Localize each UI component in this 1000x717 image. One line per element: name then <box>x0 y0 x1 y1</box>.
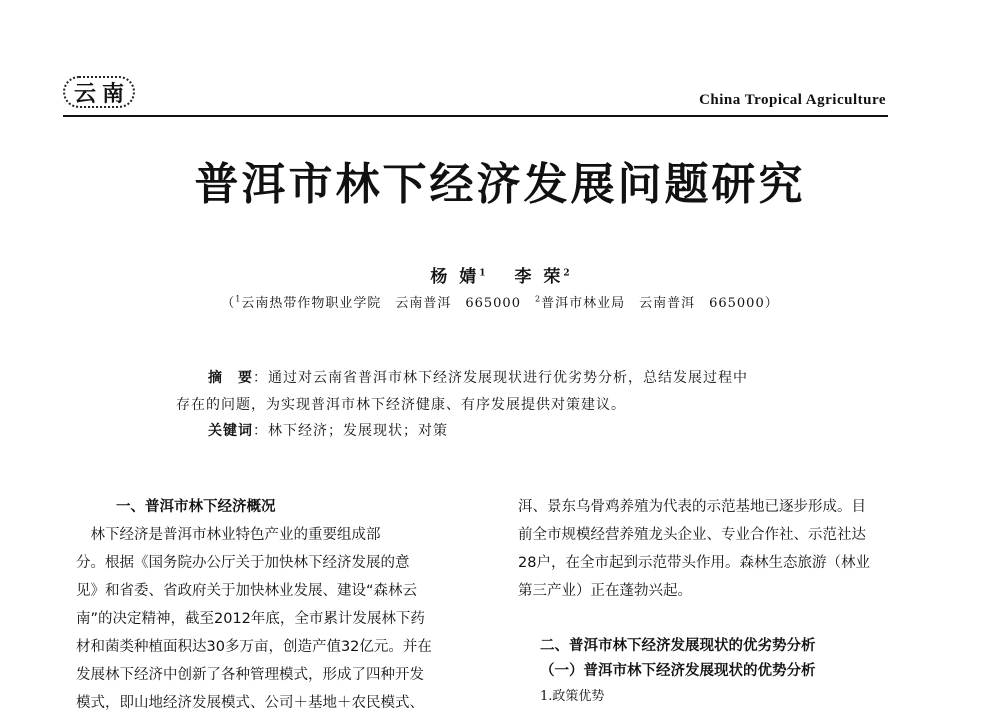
left-column <box>76 493 493 717</box>
abstract-text: ：通过对云南省普洱市林下经济发展现状进行优劣势分析，总结发展过程中 <box>253 370 748 386</box>
body-line: 28户，在全市起到示范带头作用。森林生态旅游（林业 <box>518 555 870 571</box>
keywords-line <box>208 420 448 440</box>
affiliation-1: 云南热带作物职业学院 云南普洱 665000 <box>241 296 521 311</box>
affiliation-mark: 2 <box>535 294 542 304</box>
body-line: 前全市规模经营养殖龙头企业、专业合作社、示范社达 <box>518 527 866 543</box>
affiliation-mark: 1 <box>235 294 242 304</box>
body-line: 林下经济是普洱市林业特色产业的重要组成部 <box>76 527 381 543</box>
affiliation-paren: （ <box>221 296 236 311</box>
section-heading: 二、普洱市林下经济发展现状的优劣势分析 <box>540 638 816 654</box>
author-mark: 1 <box>479 268 486 279</box>
body-line: 南”的决定精神，截至2012年底，全市累计发展林下药 <box>76 611 425 627</box>
body-line: 发展林下经济中创新了各种管理模式，形成了四种开发 <box>76 667 424 683</box>
body-line: 第三产业）正在蓬勃兴起。 <box>518 583 692 599</box>
keywords-text: ：林下经济；发展现状；对策 <box>253 423 448 439</box>
affiliation-line <box>0 292 1000 311</box>
author-mark: 2 <box>563 268 570 279</box>
abstract-line: 存在的问题，为实现普洱市林下经济健康、有序发展提供对策建议。 <box>176 397 626 413</box>
subsection-heading: （一）普洱市林下经济发展现状的优势分析 <box>540 663 816 679</box>
body-line: 洱、景东乌骨鸡养殖为代表的示范基地已逐步形成。目 <box>518 499 866 515</box>
article-title: 普洱市林下经济发展问题研究 <box>194 159 806 210</box>
body-line: 分。根据《国务院办公厅关于加快林下经济发展的意 <box>76 555 410 571</box>
journal-badge: 云南 <box>63 76 135 108</box>
header-rule <box>63 115 888 117</box>
sub-heading: 1.政策优势 <box>540 689 605 704</box>
abstract-label: 摘 要 <box>208 370 253 386</box>
affiliation-paren: ） <box>764 296 779 311</box>
section-heading: 一、普洱市林下经济概况 <box>116 499 276 515</box>
body-line: 材和菌类种植面积达30多万亩，创造产值32亿元。并在 <box>76 639 432 655</box>
body-line: 模式，即山地经济发展模式、公司＋基地＋农民模式、 <box>76 695 424 711</box>
affiliation-2: 普洱市林业局 云南普洱 665000 <box>541 296 765 311</box>
abstract-line <box>208 367 848 387</box>
author-line <box>0 262 1000 287</box>
body-line: 见》和省委、省政府关于加快林业发展、建设“森林云 <box>76 583 418 599</box>
author-name: 杨 婧 <box>430 267 480 287</box>
journal-name: China Tropical Agriculture <box>699 92 886 108</box>
right-column <box>518 493 918 704</box>
keywords-label: 关键词 <box>208 423 253 439</box>
author-name: 李 荣 <box>514 267 564 287</box>
